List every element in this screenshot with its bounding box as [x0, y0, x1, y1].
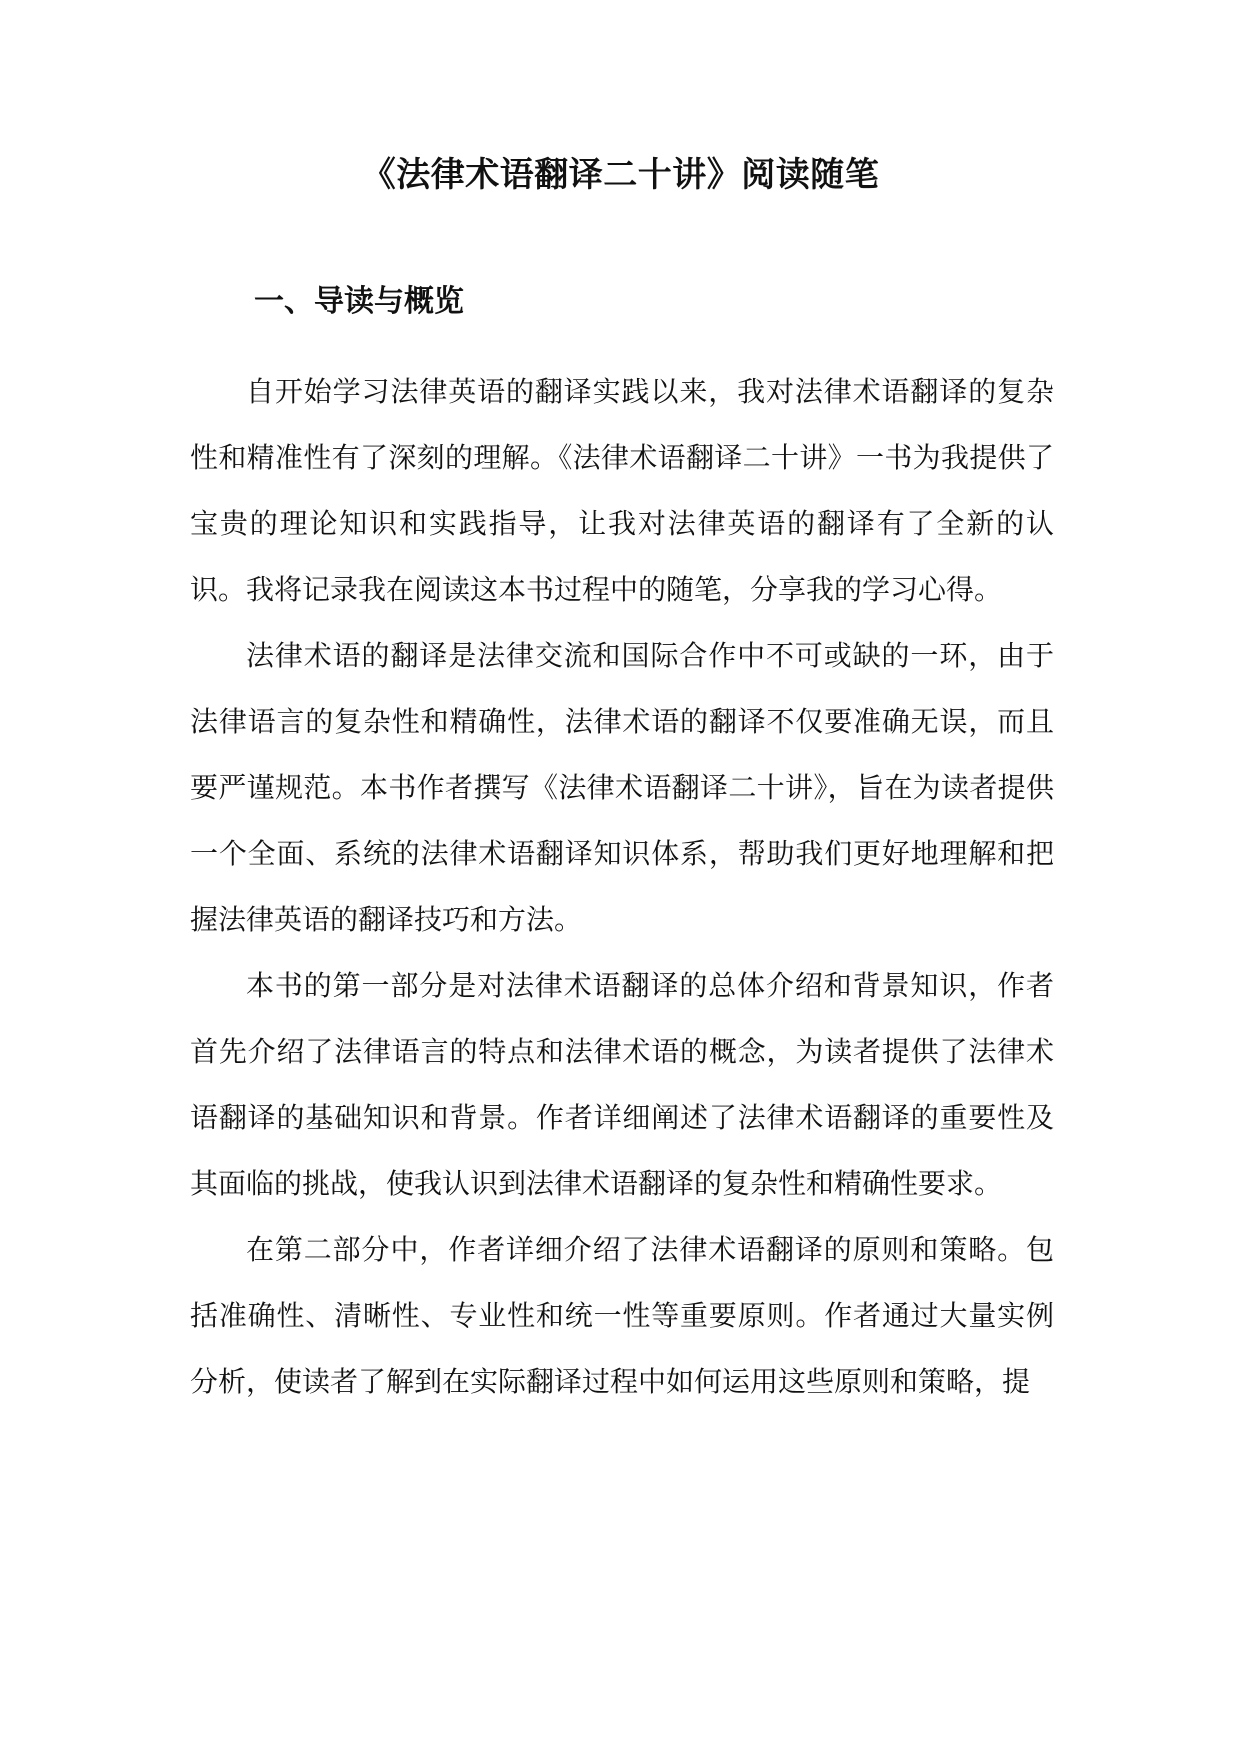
section-heading: 一、导读与概览	[254, 284, 464, 319]
paragraph: 自开始学习法律英语的翻译实践以来，我对法律术语翻译的复杂性和精准性有了深刻的理解。《法律术语翻译二十讲》一书为我提供了宝贵的理论知识和实践指导，让我对法律英语的翻译有了全新的认识。我将记录我在阅读这本书过程中的随笔，分享我的学习心得。	[190, 375, 1054, 606]
document-body	[190, 359, 1054, 1415]
paragraph: 法律术语的翻译是法律交流和国际合作中不可或缺的一环，由于法律语言的复杂性和精确性，法律术语的翻译不仅要准确无误，而且要严谨规范。本书作者撰写《法律术语翻译二十讲》，旨在为读者提供一个全面、系统的法律术语翻译知识体系，帮助我们更好地理解和把握法律英语的翻译技巧和方法。	[190, 639, 1054, 936]
paragraph: 本书的第一部分是对法律术语翻译的总体介绍和背景知识，作者首先介绍了法律语言的特点和法律术语的概念，为读者提供了法律术语翻译的基础知识和背景。作者详细阐述了法律术语翻译的重要性及其面临的挑战，使我认识到法律术语翻译的复杂性和精确性要求。	[190, 969, 1054, 1200]
paragraph: 在第二部分中，作者详细介绍了法律术语翻译的原则和策略。包括准确性、清晰性、专业性和统一性等重要原则。作者通过大量实例分析，使读者了解到在实际翻译过程中如何运用这些原则和策略，提	[190, 1233, 1054, 1398]
document-title: 《法律术语翻译二十讲》阅读随笔	[361, 155, 880, 195]
